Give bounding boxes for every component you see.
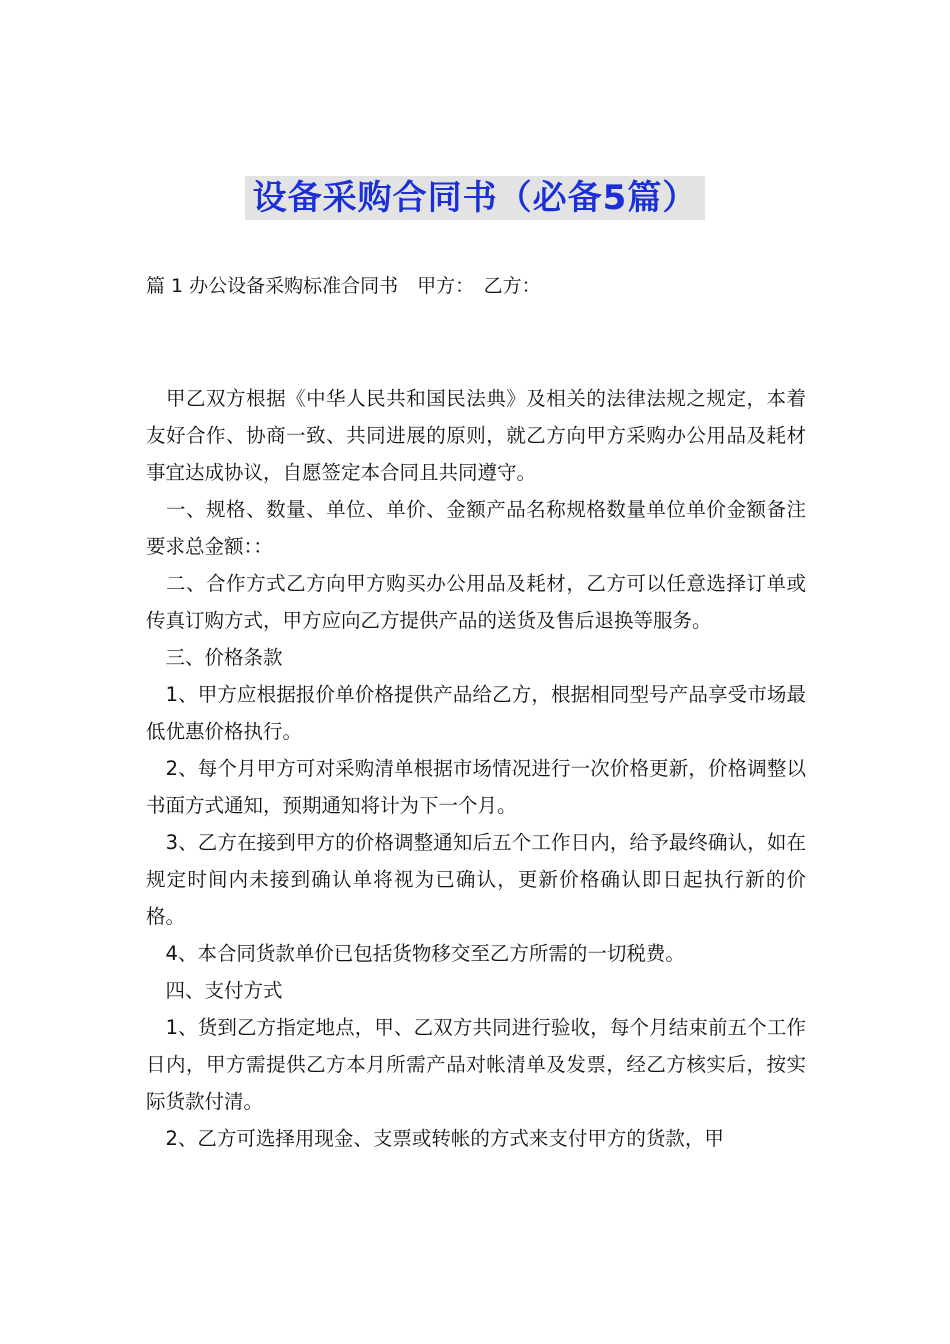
title-container <box>0 176 950 220</box>
paragraph-clause-3-4: 4、本合同货款单价已包括货物移交至乙方所需的一切税费。 <box>146 942 685 965</box>
document-subtitle: 篇 1 办公设备采购标准合同书 甲方： 乙方： <box>146 275 541 297</box>
paragraph-section-3-heading: 三、价格条款 <box>146 646 283 669</box>
paragraph-section-1: 一、规格、数量、单位、单价、金额产品名称规格数量单位单价金额备注要求总金额：： <box>146 498 806 558</box>
paragraph-clause-3-1: 1、甲方应根据报价单价格提供产品给乙方，根据相同型号产品享受市场最低优惠价格执行。 <box>146 683 806 743</box>
paragraph-clause-4-2: 2、乙方可选择用现金、支票或转帐的方式来支付甲方的货款，甲 <box>146 1127 724 1150</box>
paragraph-clause-3-3: 3、乙方在接到甲方的价格调整通知后五个工作日内，给予最终确认，如在规定时间内未接到确认单将视为已确认，更新价格确认即日起执行新的价格。 <box>146 831 806 928</box>
document-title: 设备采购合同书（必备5篇） <box>245 176 706 220</box>
paragraph-clause-3-2: 2、每个月甲方可对采购清单根据市场情况进行一次价格更新，价格调整以书面方式通知，预期通知将计为下一个月。 <box>146 757 806 817</box>
paragraph-section-4-heading: 四、支付方式 <box>146 979 283 1002</box>
paragraph-intro: 甲乙双方根据《中华人民共和国民法典》及相关的法律法规之规定，本着友好合作、协商一致、共同进展的原则，就乙方向甲方采购办公用品及耗材事宜达成协议，自愿签定本合同且共同遵守。 <box>146 387 806 484</box>
document-body <box>146 380 806 1157</box>
paragraph-clause-4-1: 1、货到乙方指定地点，甲、乙双方共同进行验收，每个月结束前五个工作日内，甲方需提供乙方本月所需产品对帐清单及发票，经乙方核实后，按实际货款付清。 <box>146 1016 806 1113</box>
paragraph-section-2: 二、合作方式乙方向甲方购买办公用品及耗材，乙方可以任意选择订单或传真订购方式，甲方应向乙方提供产品的送货及售后退换等服务。 <box>146 572 806 632</box>
